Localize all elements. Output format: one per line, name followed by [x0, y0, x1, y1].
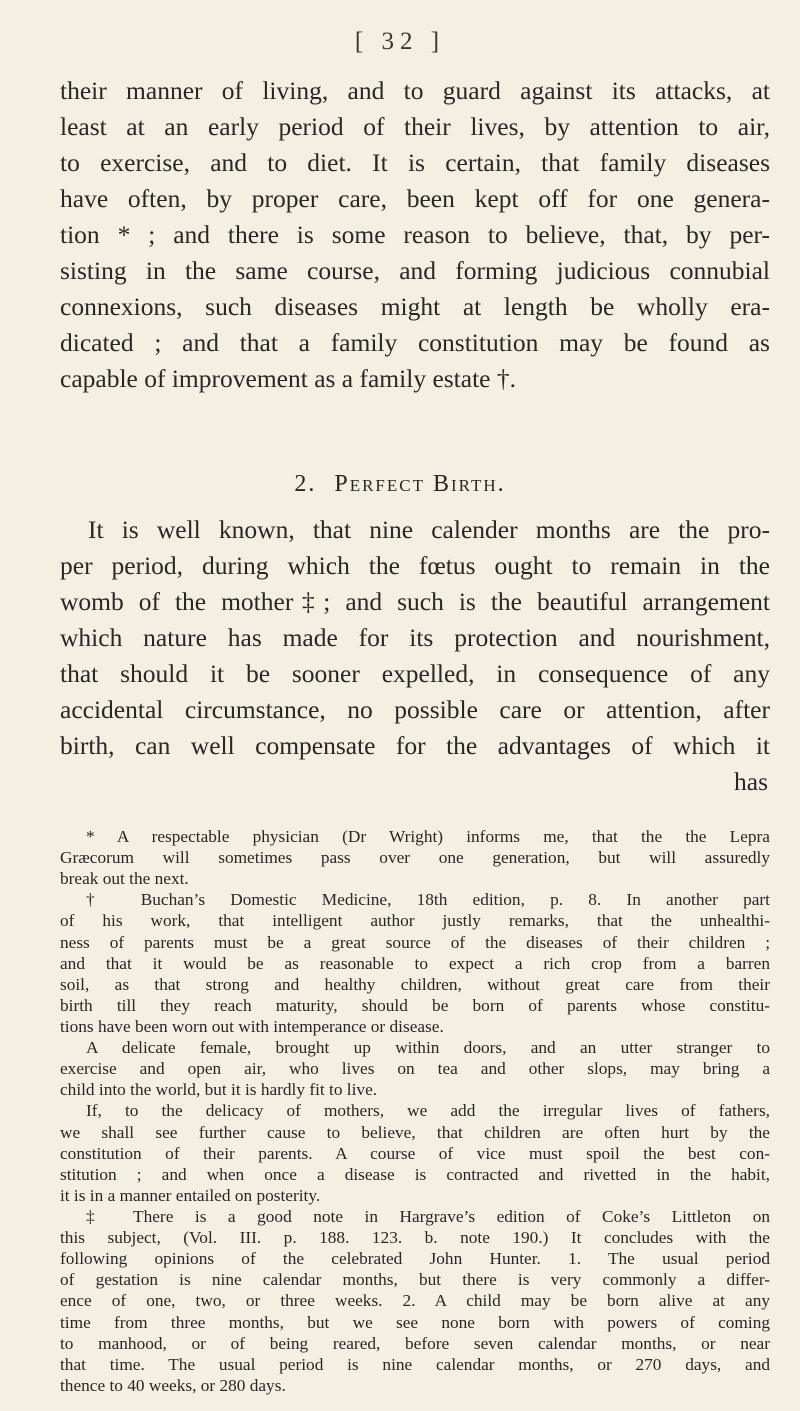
- section-number: 2.: [294, 471, 317, 497]
- page-number: [ 32 ]: [354, 28, 446, 55]
- footnote-line: and that it would be as reasonable to expect a rich crop from a barren: [60, 953, 770, 973]
- footnote-line: of his work, that intelligent author justly remarks, that the unhealthi-: [60, 911, 770, 931]
- footnote-line: A delicate female, brought up within doors, and an utter stranger to: [86, 1038, 770, 1058]
- footnote-line: of gestation is nine calendar months, but there is very commonly a differ-: [60, 1270, 770, 1290]
- text-line: dicated ; and that a family constitution may be found as: [60, 328, 770, 357]
- footnote-line: time from three months, but we see none born with powers of coming: [60, 1312, 770, 1332]
- text-line: per period, during which the fœtus ought to remain in the: [60, 551, 770, 580]
- footnote-line: we shall see further cause to believe, that children are often hurt by the: [60, 1122, 770, 1142]
- text-line: It is well known, that nine calender months are the pro-: [88, 515, 770, 544]
- text-line: sisting in the same course, and forming judicious connubial: [60, 256, 770, 285]
- footnote-line: † Buchan’s Domestic Medicine, 18th edition, p. 8. In another part: [86, 890, 770, 910]
- text-line: birth, can well compensate for the advantages of which it: [60, 731, 770, 760]
- footnote-line: following opinions of the celebrated John Hunter. 1. The usual period: [60, 1249, 770, 1269]
- text-line: accidental circumstance, no possible care or attention, after: [60, 695, 770, 724]
- footnote-line: exercise and open air, who lives on tea and other slops, may bring a: [60, 1059, 770, 1079]
- footnote-line: tions have been worn out with intemperance or disease.: [60, 1017, 444, 1036]
- text-line: that should it be sooner expelled, in consequence of any: [60, 659, 770, 688]
- section-heading: [0, 471, 800, 498]
- text-line: capable of improvement as a family estate †.: [60, 364, 516, 393]
- footnote-line: this subject, (Vol. III. p. 188. 123. b. note 190.) It concludes with the: [60, 1228, 770, 1248]
- footnote-line: Græcorum will sometimes pass over one generation, but will assuredly: [60, 848, 770, 868]
- footnote-line: ence of one, two, or three weeks. 2. A child may be born alive at any: [60, 1291, 770, 1311]
- footnote-line: break out the next.: [60, 869, 189, 889]
- footnote-line: ness of parents must be a great source of the diseases of their children ;: [60, 932, 770, 952]
- footnote-line: birth till they reach maturity, should be born of parents whose constitu-: [60, 995, 770, 1015]
- footnote-line: it is in a manner entailed on posterity.: [60, 1185, 321, 1205]
- footnote-line: If, to the delicacy of mothers, we add the irregular lives of fathers,: [86, 1101, 770, 1121]
- text-line: least at an early period of their lives, by attention to air,: [60, 112, 770, 141]
- footnote-line: stitution ; and when once a disease is contracted and rivetted in the habit,: [60, 1164, 770, 1184]
- footnote-line: soil, as that strong and healthy children, without great care from their: [60, 974, 770, 994]
- text-line: have often, by proper care, been kept off for one genera-: [60, 184, 770, 213]
- footnote-line: to manhood, or of being reared, before seven calendar months, or near: [60, 1333, 770, 1353]
- text-line: which nature has made for its protection and nourishment,: [60, 623, 770, 652]
- footnote-line: * A respectable physician (Dr Wright) informs me, that the the Lepra: [86, 827, 770, 846]
- footnote-line: ‡ There is a good note in Hargrave’s edition of Coke’s Littleton on: [86, 1207, 770, 1226]
- text-line: womb of the mother‡; and such is the beautiful arrangement: [60, 587, 770, 616]
- text-line: connexions, such diseases might at length be wholly era-: [60, 292, 770, 321]
- section-title: Perfect Birth.: [334, 471, 506, 497]
- footnote-line: that time. The usual period is nine calendar months, or 270 days, and: [60, 1354, 770, 1374]
- footnote-line: constitution of their parents. A course of vice must spoil the best con-: [60, 1143, 770, 1163]
- footnote-line: thence to 40 weeks, or 280 days.: [60, 1375, 286, 1395]
- text-line: to exercise, and to diet. It is certain, that family diseases: [60, 148, 770, 177]
- text-line: tion * ; and there is some reason to believe, that, by per-: [60, 220, 770, 249]
- text-line: their manner of living, and to guard against its attacks, at: [60, 76, 770, 105]
- catchword: has: [734, 767, 768, 796]
- footnote-line: child into the world, but it is hardly fit to live.: [60, 1080, 378, 1100]
